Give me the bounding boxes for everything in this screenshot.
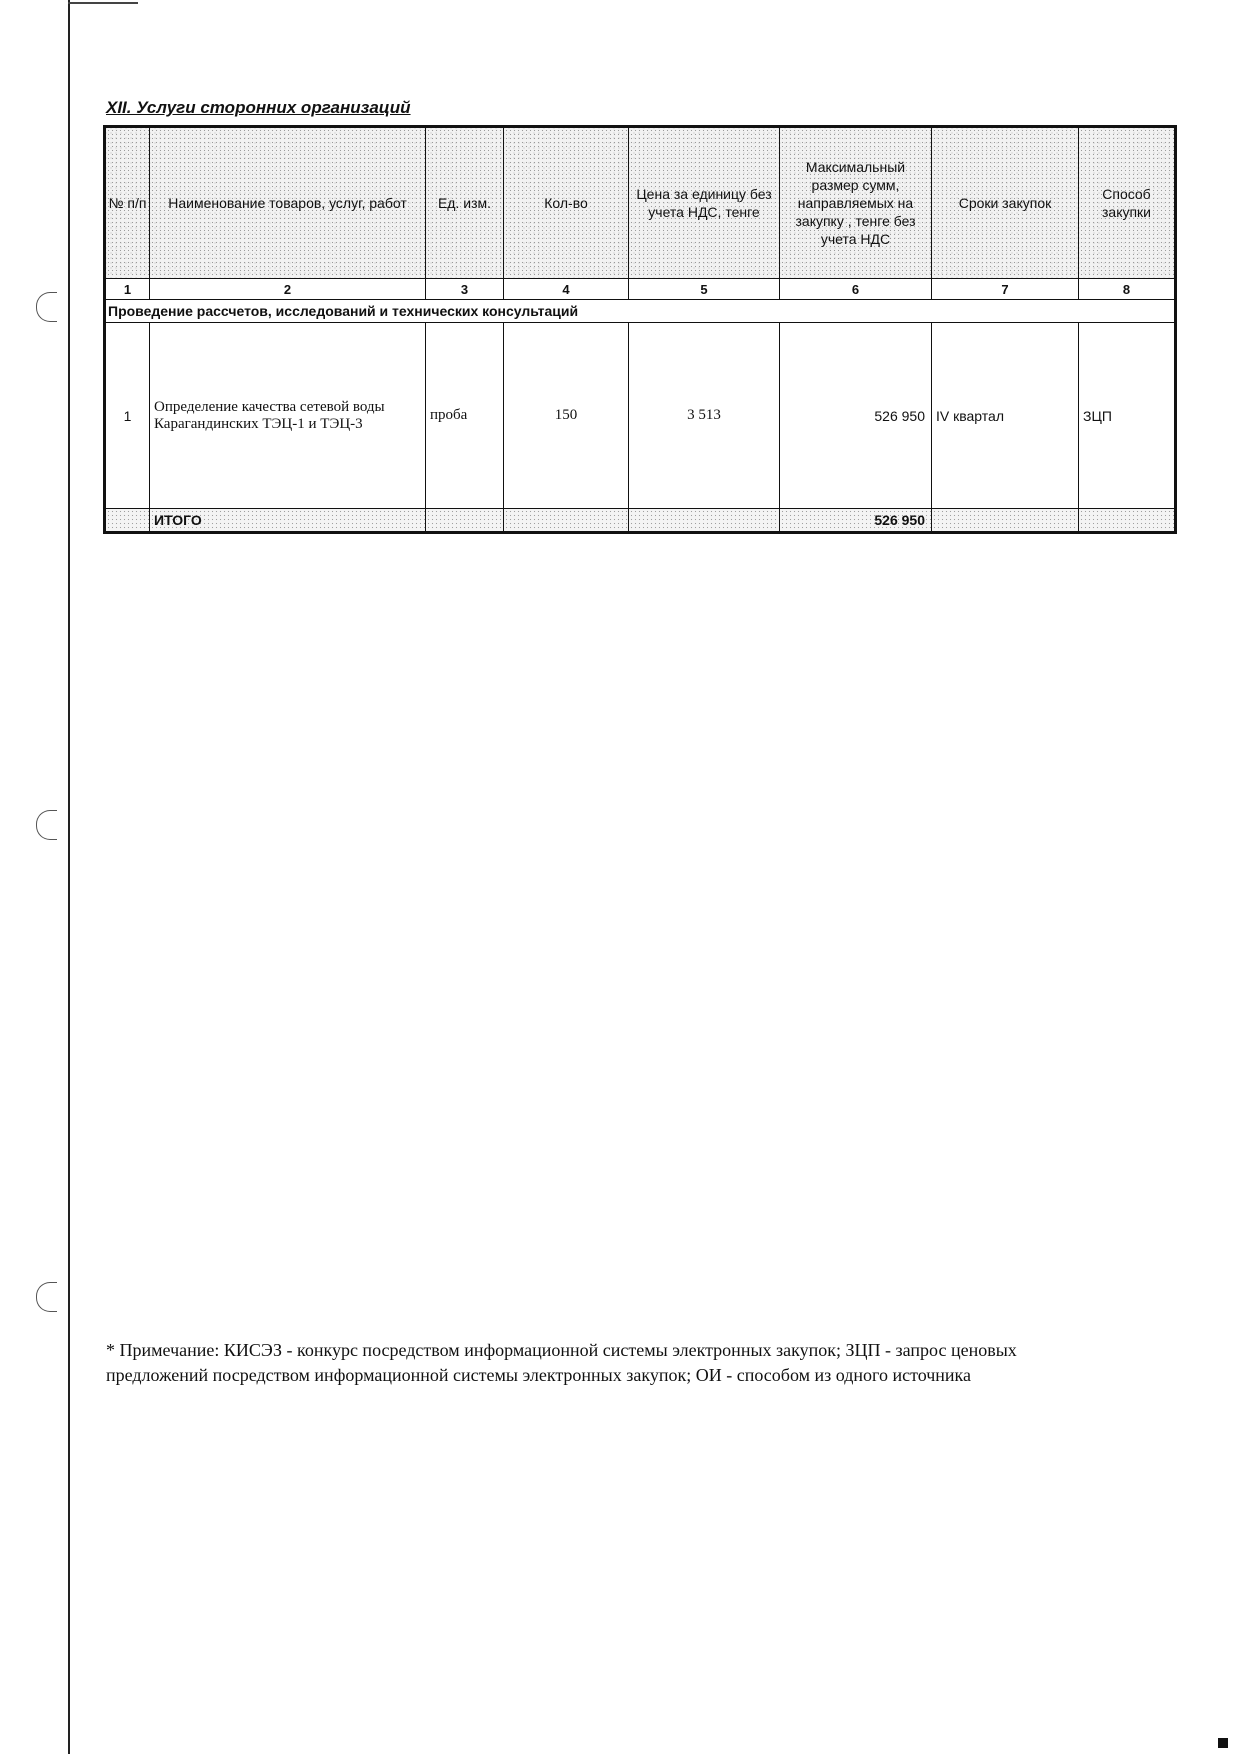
purchase-plan-table <box>103 125 1177 534</box>
page-left-edge <box>68 0 70 1754</box>
total-sum: 526 950 <box>780 509 932 533</box>
header-unit: Ед. изм. <box>426 127 504 279</box>
header-number: № п/п <box>105 127 150 279</box>
header-max-sum: Максимальный размер сумм, направляемых на закупку , тенге без учета НДС <box>780 127 932 279</box>
row-quantity: 150 <box>504 323 629 509</box>
column-number: 7 <box>932 279 1079 300</box>
table-header-row <box>105 127 1176 279</box>
row-name: Определение качества сетевой воды Карагандинских ТЭЦ-1 и ТЭЦ-3 <box>150 323 426 509</box>
total-empty-cell <box>105 509 150 533</box>
margin-mark <box>36 810 57 840</box>
row-unit-price: 3 513 <box>629 323 780 509</box>
header-name: Наименование товаров, услуг, работ <box>150 127 426 279</box>
scan-mark <box>1218 1738 1228 1748</box>
total-empty-cell <box>504 509 629 533</box>
row-purchase-method: ЗЦП <box>1079 323 1176 509</box>
column-number: 2 <box>150 279 426 300</box>
table-row <box>105 323 1176 509</box>
group-row <box>105 300 1176 323</box>
total-row <box>105 509 1176 533</box>
column-number-row <box>105 279 1176 300</box>
margin-mark <box>36 292 57 322</box>
total-label: ИТОГО <box>150 509 426 533</box>
column-number: 1 <box>105 279 150 300</box>
footnote: * Примечание: КИСЭЗ - конкурс посредством информационной системы электронных закупок; ЗЦП - запрос ценовых предложений посредством информационной системы электронных закупок; ОИ - способом из одного источника <box>106 1340 1017 1386</box>
margin-mark <box>36 1282 57 1312</box>
row-unit: проба <box>426 323 504 509</box>
column-number: 4 <box>504 279 629 300</box>
header-purchase-method: Способ закупки <box>1079 127 1176 279</box>
column-number: 3 <box>426 279 504 300</box>
column-number: 5 <box>629 279 780 300</box>
group-title: Проведение рассчетов, исследований и технических консультаций <box>105 300 1176 323</box>
column-number: 8 <box>1079 279 1176 300</box>
column-number: 6 <box>780 279 932 300</box>
row-purchase-term: IV квартал <box>932 323 1079 509</box>
header-quantity: Кол-во <box>504 127 629 279</box>
total-empty-cell <box>932 509 1079 533</box>
row-number: 1 <box>105 323 150 509</box>
row-max-sum: 526 950 <box>780 323 932 509</box>
total-empty-cell <box>629 509 780 533</box>
page-top-edge <box>68 2 138 4</box>
header-purchase-term: Сроки закупок <box>932 127 1079 279</box>
section-title: XII. Услуги сторонних организаций <box>106 98 411 117</box>
total-empty-cell <box>1079 509 1176 533</box>
total-empty-cell <box>426 509 504 533</box>
header-unit-price: Цена за единицу без учета НДС, тенге <box>629 127 780 279</box>
